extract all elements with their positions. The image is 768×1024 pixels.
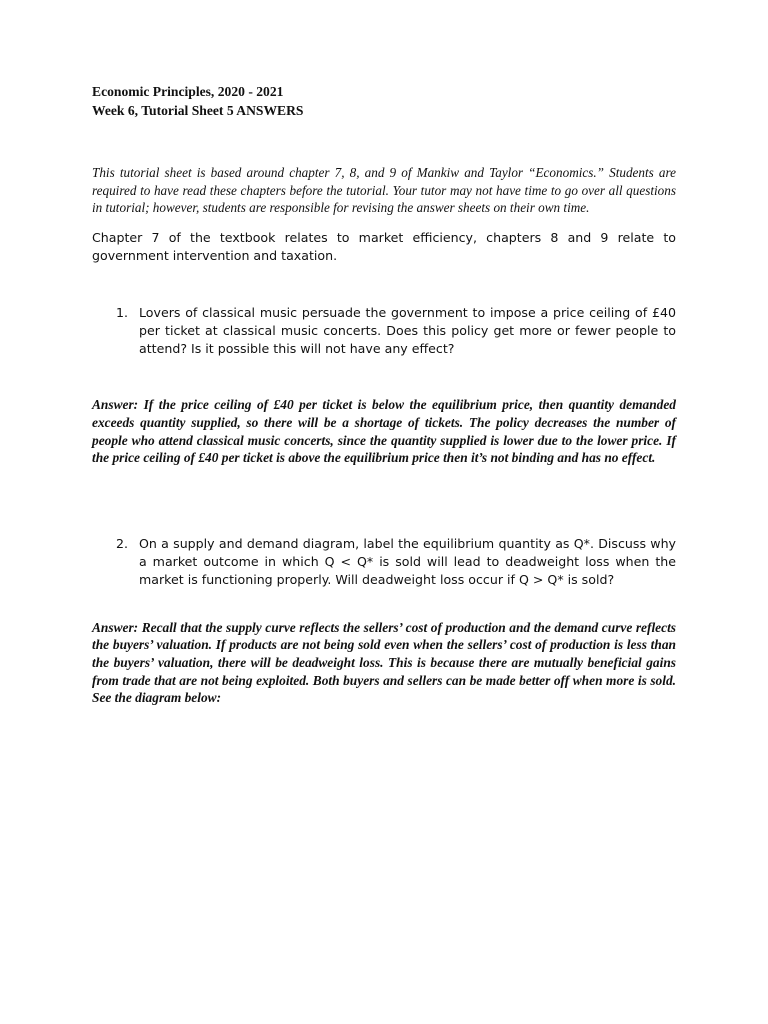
question-2-text: On a supply and demand diagram, label the equilibrium quantity as Q*. Discuss why a market outcome in which Q < Q* is sold will lead to deadweight loss when the market is functioning properly. Will deadweight loss occur if Q > Q* is sold? xyxy=(139,535,676,587)
sheet-title: Week 6, Tutorial Sheet 5 ANSWERS xyxy=(92,103,304,118)
answer-1: Answer: If the price ceiling of £40 per ticket is below the equilibrium price, then quantity demanded exceeds quantity supplied, so there will be a shortage of tickets. The policy decreases the number of people who attend classical music concerts, since the quantity supplied is lower due to the lower price. If the price ceiling of £40 per ticket is above the equilibrium price then it’s not binding and has no effect. xyxy=(92,397,676,466)
question-2 xyxy=(116,535,676,589)
question-2-number: 2. xyxy=(116,535,129,551)
answer-2: Answer: Recall that the supply curve reflects the sellers’ cost of production and the demand curve reflects the buyers’ valuation. If products are not being sold even when the sellers’ cost of production is less than the buyers’ valuation, there will be deadweight loss. This is because there are mutually beneficial gains from trade that are not being exploited. Both buyers and sellers can be made better off when more is sold. See the diagram below: xyxy=(92,619,676,706)
document-page xyxy=(92,82,676,707)
question-1 xyxy=(116,304,676,358)
chapters-paragraph: Chapter 7 of the textbook relates to market efficiency, chapters 8 and 9 relate to government intervention and taxation. xyxy=(92,229,676,263)
intro-paragraph: This tutorial sheet is based around chapter 7, 8, and 9 of Mankiw and Taylor “Economics.” Students are required to have read these chapters before the tutorial. Your tutor may not have time to go over all questions in tutorial; however, students are responsible for revising the answer sheets on their own time. xyxy=(92,165,676,216)
question-1-text: Lovers of classical music persuade the government to impose a price ceiling of £40 per ticket at classical music concerts. Does this policy get more or fewer people to attend? Is it possible this will not have any effect? xyxy=(139,305,676,357)
course-title: Economic Principles, 2020 - 2021 xyxy=(92,84,284,99)
question-1-number: 1. xyxy=(116,305,129,321)
